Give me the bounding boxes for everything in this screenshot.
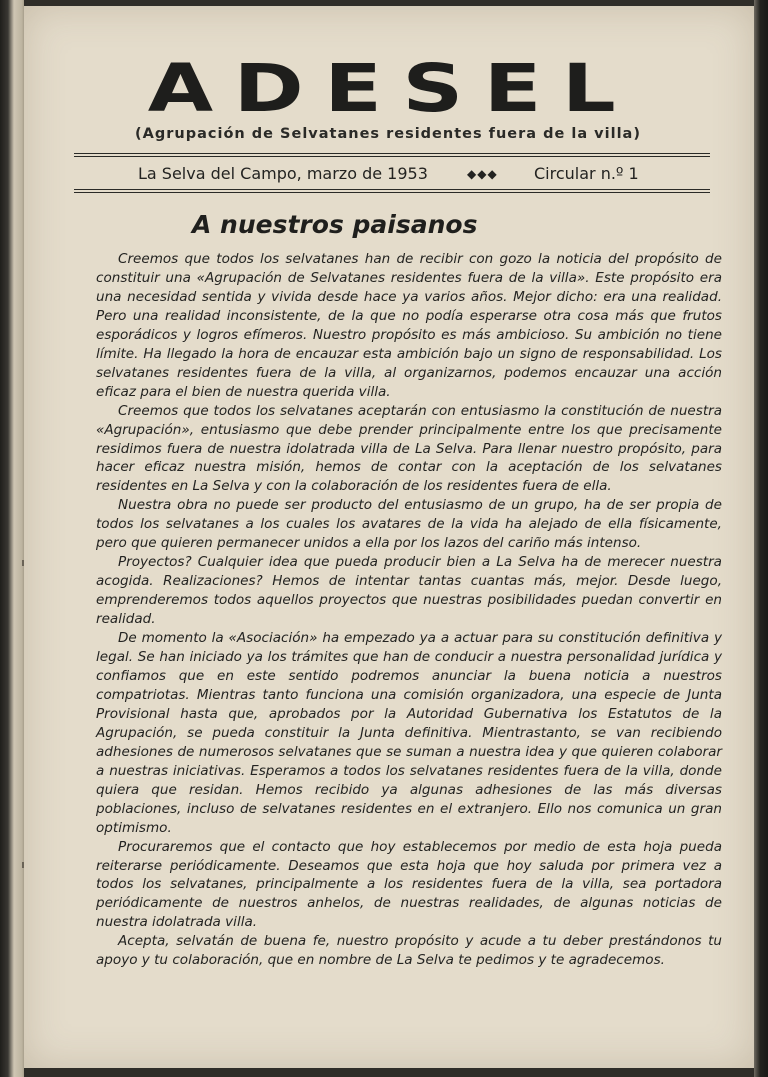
article-body bbox=[96, 250, 722, 970]
binding-edge bbox=[0, 0, 24, 1077]
issue-info-bar bbox=[74, 160, 710, 188]
divider-top-2 bbox=[74, 156, 710, 157]
paragraph: Creemos que todos los selvatanes han de recibir con gozo la noticia del propósito de constituir una «Agrupación de Selvatanes residentes fuera de la villa». Este propósito era una necesidad sentida y vivida desde hace ya varios años. Mejor dicho: era una realidad. Pero una realidad inconsistente, de la que no podía esperarse otra cosa más que frutos esporádicos y logros efímeros. Nuestro propósito es más ambicioso. Su ambición no tiene límite. Ha llegado la hora de encauzar esta ambición bajo un signo de responsabilidad. Los selvatanes residentes fuera de la villa, al organizarnos, podemos encauzar una acción eficaz para el bien de nuestra querida villa. bbox=[96, 251, 722, 400]
paragraph: Nuestra obra no puede ser producto del entusiasmo de un grupo, ha de ser propia de todos los selvatanes a los cuales los avatares de la vida ha alejado de ella físicamente, pero que quieren permanecer unidos a ella por los lazos del cariño más intenso. bbox=[96, 497, 722, 552]
diamond-ornament: ◆◆◆ bbox=[467, 167, 498, 181]
masthead-title: ADESEL bbox=[147, 50, 637, 127]
masthead-subtitle: (Agrupación de Selvatanes residentes fuera de la villa) bbox=[135, 126, 641, 142]
paragraph: Procuraremos que el contacto que hoy establecemos por medio de esta hoja pueda reiterarse periódicamente. Deseamos que esta hoja que hoy saluda por primera vez a todos los selvatanes, principalmente a los residentes fuera de la villa, sea portadora periódicamente de nuestros anhelos, de nuestras realidades, de algunas noticias de nuestra idolatrada villa. bbox=[96, 838, 722, 931]
paragraph: Proyectos? Cualquier idea que pueda producir bien a La Selva ha de merecer nuestra acogida. Realizaciones? Hemos de intentar tantas cuantas más, mejor. Desde luego, emprenderemos todos aquellos proyectos que nuestras posibilidades puedan convertir en realidad. bbox=[96, 554, 722, 628]
place-date: La Selva del Campo, marzo de 1953 bbox=[138, 164, 428, 183]
divider-top-1 bbox=[74, 153, 710, 154]
paragraph: Acepta, selvatán de buena fe, nuestro propósito y acude a tu deber prestándonos tu apoyo y tu colaboración, que en nombre de La Selva te pedimos y te agradecemos. bbox=[96, 933, 722, 969]
divider-bottom-2 bbox=[74, 192, 710, 193]
circular-number: Circular n.º 1 bbox=[534, 164, 639, 183]
paragraph: Creemos que todos los selvatanes aceptarán con entusiasmo la constitución de nuestra «Agrupación», entusiasmo que debe prender principalmente entre los que precisamente residimos fuera de nuestra idolatrada villa de La Selva. Para llenar nuestro propósito, para hacer eficaz nuestra misión, hemos de contar con la aceptación de los selvatanes residentes en La Selva y con la colaboración de los residentes fuera de ella. bbox=[96, 402, 722, 495]
staple-mark bbox=[22, 862, 32, 868]
page-edge-shadow bbox=[754, 0, 768, 1077]
divider-bottom-1 bbox=[74, 189, 710, 190]
paragraph: De momento la «Asociación» ha empezado ya a actuar para su constitución definitiva y legal. Se han iniciado ya los trámites que han de conducir a nuestra personalidad jurídica y confiamos que en este sentido podremos anunciar la buena noticia a nuestros compatriotas. Mientras tanto funciona una comisión organizadora, una especie de Junta Provisional hasta que, aprobados por la Autoridad Gubernativa los Estatutos de la Agrupación, se pueda constituir la Junta definitiva. Mientrastanto, se van recibiendo adhesiones de numerosos selvatanes que se suman a nuestra idea y que quieren colaborar a nuestras iniciativas. Esperamos a todos los selvatanes residentes fuera de la villa, donde quiera que residan. Hemos recibido ya algunas adhesiones de las más diversas poblaciones, incluso de selvatanes residentes en el extranjero. Ello nos comunica un gran optimismo. bbox=[96, 630, 722, 836]
staple-mark bbox=[22, 560, 32, 566]
article-heading: A nuestros paisanos bbox=[192, 210, 478, 239]
